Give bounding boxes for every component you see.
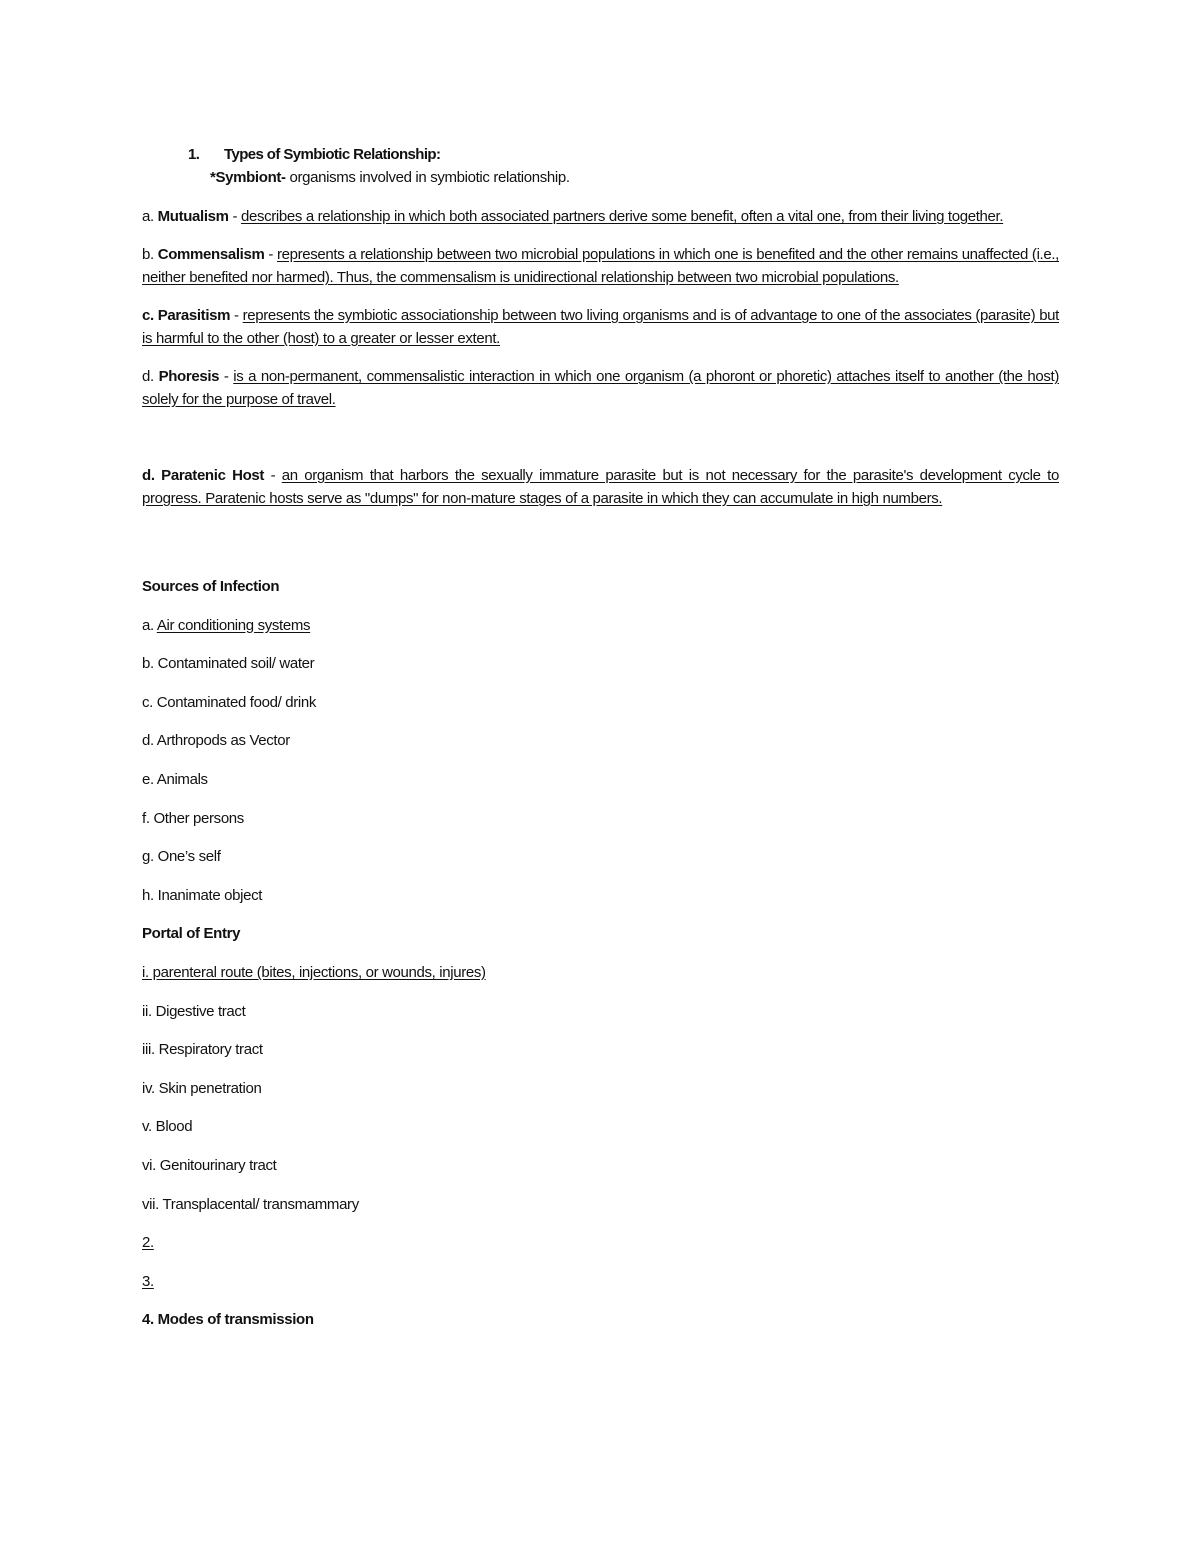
numbered-item-2: [142, 1231, 1059, 1254]
separator: -: [219, 368, 234, 385]
sources-heading: Sources of Infection: [142, 578, 280, 595]
item-prefix: c.: [142, 307, 158, 324]
item-prefix: a.: [142, 208, 158, 225]
list-item: ii. Digestive tract: [142, 1002, 246, 1020]
list-item: d. Arthropods as Vector: [142, 732, 290, 750]
list-item: [142, 614, 1059, 637]
mutualism-paragraph: [142, 205, 1059, 228]
list-item-text: i. parenteral route (bites, injections, or wounds, injures): [142, 963, 486, 981]
item-prefix: d.: [142, 368, 159, 385]
phoresis-definition: is a non-permanent, commensalistic interaction in which one organism (a phoront or phoretic) attaches itself to another (the host) solely for the purpose of travel.: [142, 368, 1059, 408]
list-item: e. Animals: [142, 770, 208, 788]
separator: -: [264, 467, 282, 484]
symbiont-term: *Symbiont-: [210, 169, 286, 186]
list-item-text: Air conditioning systems: [156, 616, 311, 634]
commensalism-paragraph: [142, 243, 1059, 289]
phoresis-term: Phoresis: [158, 368, 220, 385]
list-item: iii. Respiratory tract: [142, 1041, 263, 1059]
list-item: vi. Genitourinary tract: [142, 1156, 277, 1174]
item-prefix: a.: [142, 616, 157, 634]
paratenic-term: Paratenic Host: [161, 467, 265, 484]
spacer: [142, 525, 1059, 575]
item-prefix: b.: [142, 246, 158, 263]
list-item: b. Contaminated soil/ water: [142, 655, 315, 673]
item-prefix: d.: [142, 467, 162, 484]
parasitism-paragraph: [142, 304, 1059, 350]
commensalism-term: Commensalism: [157, 246, 265, 263]
list-item: iv. Skin penetration: [142, 1079, 262, 1097]
separator: -: [230, 307, 243, 324]
list-item: f. Other persons: [142, 809, 244, 827]
modes-of-transmission-heading: 4. Modes of transmission: [142, 1311, 314, 1329]
numbered-item-text: 2.: [142, 1234, 154, 1252]
parasitism-definition: represents the symbiotic associationship between two living organisms and is of advantage to one of the associates (parasite) but is harmful to the other (host) to a greater or lesser extent.: [142, 307, 1059, 347]
portal-heading: Portal of Entry: [142, 925, 241, 943]
symbiont-definition: [142, 166, 1059, 189]
paratenic-definition: an organism that harbors the sexually immature parasite but is not necessary for the parasite's development cycle to progress. Paratenic hosts serve as "dumps" for non-mature stages of a parasite in which they can accumulate in high numbers.: [142, 467, 1059, 507]
list-item: [142, 961, 1059, 984]
numbered-item-text: 3.: [142, 1272, 154, 1290]
separator: -: [264, 246, 277, 263]
separator: -: [228, 208, 241, 225]
list-item: vii. Transplacental/ transmammary: [142, 1195, 359, 1213]
paratenic-paragraph: [142, 464, 1059, 510]
list-item: g. One’s self: [142, 848, 221, 866]
spacer: [142, 426, 1059, 464]
mutualism-definition: describes a relationship in which both associated partners derive some benefit, often a vital one, from their living together.: [240, 208, 1004, 225]
section-heading: [142, 143, 1059, 166]
commensalism-definition: represents a relationship between two microbial populations in which one is benefited and the other remains unaffected (i.e., neither benefited nor harmed). Thus, the commensalism is unidirectional relationship between two microbial populations.: [142, 246, 1059, 286]
section-number: 1.: [188, 146, 200, 163]
mutualism-term: Mutualism: [157, 208, 229, 225]
list-item: h. Inanimate object: [142, 886, 263, 904]
parasitism-term: Parasitism: [157, 307, 231, 324]
list-item: c. Contaminated food/ drink: [142, 693, 316, 711]
document-content: [142, 143, 1059, 1347]
symbiont-text: organisms involved in symbiotic relationship.: [285, 169, 570, 186]
section-title: Types of Symbiotic Relationship:: [224, 146, 441, 163]
phoresis-paragraph: [142, 365, 1059, 411]
list-item: v. Blood: [142, 1118, 193, 1136]
numbered-item-3: [142, 1270, 1059, 1293]
